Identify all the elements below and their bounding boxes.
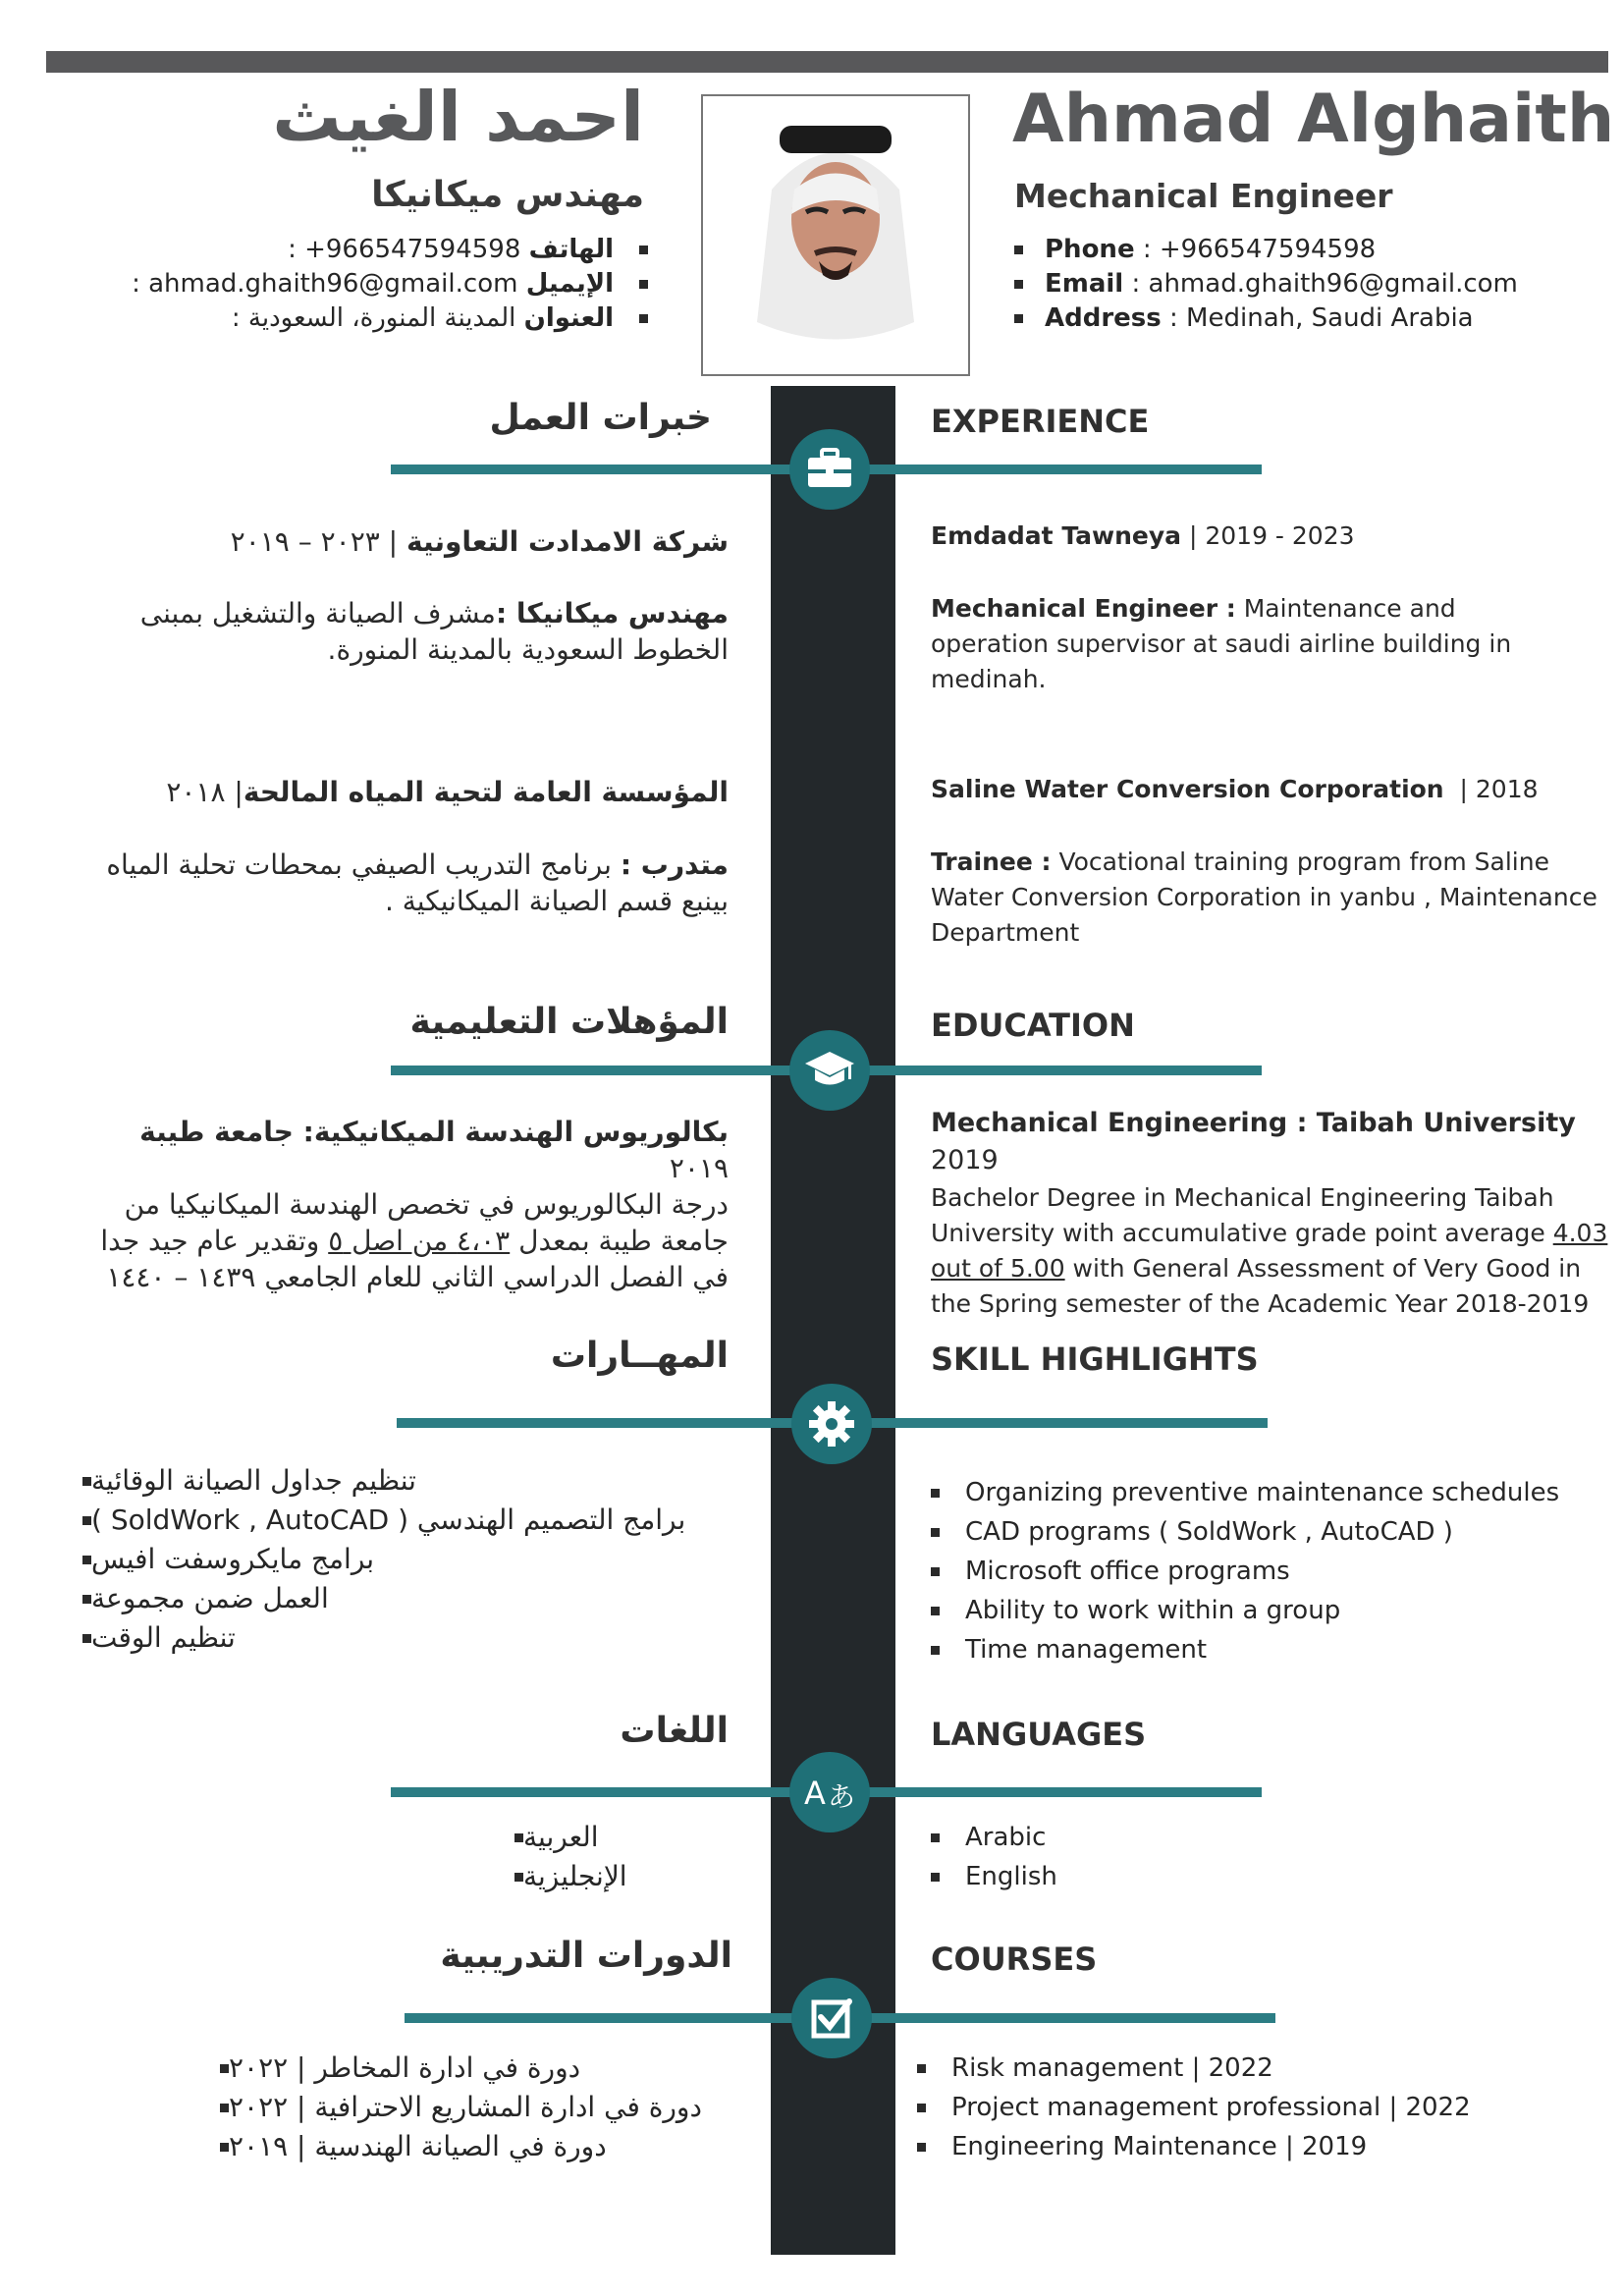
job1-desc-block-ar xyxy=(88,595,729,668)
name-arabic: احمد الغيث xyxy=(272,77,644,157)
center-spine xyxy=(771,386,895,2255)
job1-years-en: | 2019 - 2023 xyxy=(1188,521,1355,550)
job2-years-en: | 2018 xyxy=(1459,775,1539,803)
bullet xyxy=(82,1516,91,1525)
bullet xyxy=(639,246,648,254)
contact-email-en xyxy=(1014,267,1518,301)
job2-company-en: Saline Water Conversion Corporation xyxy=(931,775,1444,803)
language-text: English xyxy=(965,1862,1057,1891)
bullet xyxy=(220,2143,229,2152)
contact-phone-en xyxy=(1014,233,1518,267)
skill-text: برامج التصميم الهندسي ( SoldWork , AutoCAD ) xyxy=(91,1503,686,1536)
skills-list-ar xyxy=(59,1461,746,1658)
bullet xyxy=(639,314,648,323)
job1-heading-en xyxy=(931,519,1618,554)
bullet xyxy=(931,1607,940,1615)
course-text: دورة في ادارة المخاطر | ٢٠٢٢ xyxy=(229,2051,581,2084)
courses-list-ar xyxy=(196,2049,746,2166)
contact-label: الإيميل xyxy=(525,269,614,299)
list-item xyxy=(917,2088,1471,2127)
list-item xyxy=(491,1818,734,1857)
list-item xyxy=(931,1512,1559,1552)
bullet xyxy=(931,1489,940,1498)
job2-role-en: Trainee : xyxy=(931,847,1052,876)
bullet xyxy=(220,2104,229,2112)
list-item xyxy=(491,1857,734,1896)
list-item xyxy=(59,1540,746,1579)
job1-role-en: Mechanical Engineer : xyxy=(931,594,1236,623)
list-item xyxy=(917,2127,1471,2166)
section-title-languages-ar: اللغات xyxy=(620,1711,729,1751)
course-text: Project management professional | 2022 xyxy=(951,2093,1471,2122)
job2-years-ar: | ٢٠١٨ xyxy=(166,776,243,808)
job1-role-ar: مهندس ميكانيكا : xyxy=(495,597,729,629)
svg-text:あ: あ xyxy=(828,1780,856,1813)
job2-company-ar: المؤسسة العامة لتحية المياه المالحة xyxy=(243,776,729,808)
course-text: Risk management | 2022 xyxy=(951,2053,1273,2083)
bullet xyxy=(917,2104,926,2112)
contact-value: : +966547594598 xyxy=(1142,235,1377,264)
job1-company-en: Emdadat Tawneya xyxy=(931,521,1182,550)
bullet xyxy=(514,1873,523,1882)
degree-title-ar xyxy=(108,1114,729,1150)
contact-address-en xyxy=(1014,301,1518,336)
skill-text: Microsoft office programs xyxy=(965,1557,1290,1586)
job2-heading-ar xyxy=(98,774,729,810)
contact-value: : ahmad.ghaith96@gmail.com xyxy=(1131,269,1518,299)
skill-text: برامج مايكروسفت افيس xyxy=(91,1543,375,1575)
language-text: العربية xyxy=(523,1821,599,1853)
gpa-value-ar: ٤،٠٣ من اصل ٥ xyxy=(328,1225,511,1257)
contact-email-ar xyxy=(59,267,648,301)
list-item xyxy=(931,1818,1057,1857)
job1-desc-en: Maintenance and operation supervisor at saudi airline building in medinah. xyxy=(931,594,1512,693)
contact-address-ar xyxy=(59,301,648,336)
contact-label: العنوان xyxy=(523,303,614,333)
list-item xyxy=(931,1591,1559,1630)
translate-icon xyxy=(789,1752,870,1832)
job2-desc-block-en xyxy=(931,845,1618,951)
bullet xyxy=(931,1646,940,1655)
list-item xyxy=(59,1501,746,1540)
language-text: Arabic xyxy=(965,1823,1047,1852)
contact-label: الهاتف xyxy=(528,235,614,264)
bullet xyxy=(82,1556,91,1564)
bullet xyxy=(220,2064,229,2073)
bullet xyxy=(82,1595,91,1604)
contact-label: Address xyxy=(1045,303,1162,333)
list-item xyxy=(196,2088,746,2127)
language-text: الإنجليزية xyxy=(523,1860,627,1892)
job2-heading-en xyxy=(931,772,1618,807)
degree-desc-part2-ar: وتقدير عام جيد جدا في الفصل الدراسي الثاني للعام الجامعي ١٤٣٩ – ١٤٤٠ xyxy=(100,1225,729,1293)
skill-text: Ability to work within a group xyxy=(965,1596,1341,1625)
job1-heading-ar xyxy=(98,523,729,560)
job2-desc-ar: برنامج التدريب الصيفي بمحطات تحلية المياه بينبع قسم الصيانة الميكانيكية . xyxy=(106,848,729,917)
contact-value: : ahmad.ghaith96@gmail.com xyxy=(132,269,518,299)
briefcase-icon xyxy=(789,429,870,510)
list-item xyxy=(59,1461,746,1501)
contact-label: Phone xyxy=(1045,235,1135,264)
contact-phone-ar xyxy=(59,233,648,267)
job1-desc-ar: مشرف الصيانة والتشغيل بمبنى الخطوط السعودية بالمدينة المنورة. xyxy=(139,597,729,666)
contact-list-english xyxy=(1014,233,1518,336)
list-item xyxy=(931,1473,1559,1512)
contact-label: Email xyxy=(1045,269,1124,299)
list-item xyxy=(196,2049,746,2088)
bullet xyxy=(82,1634,91,1643)
section-title-experience-en: EXPERIENCE xyxy=(931,403,1150,440)
section-title-skills-ar: المهــارات xyxy=(550,1336,729,1376)
list-item xyxy=(931,1552,1559,1591)
section-title-languages-en: LANGUAGES xyxy=(931,1716,1147,1753)
list-item xyxy=(59,1618,746,1658)
list-item xyxy=(59,1579,746,1618)
courses-list-en xyxy=(917,2049,1471,2166)
checkbox-icon xyxy=(791,1978,872,2058)
degree-desc-part1-ar: درجة البكالوريوس في تخصص الهندسة الميكانيكيا من جامعة طيبة بمعدل xyxy=(124,1188,729,1257)
skill-text: Organizing preventive maintenance schedules xyxy=(965,1478,1560,1507)
list-item xyxy=(196,2127,746,2166)
profile-photo xyxy=(701,94,970,376)
course-text: دورة في الصيانة الهندسية | ٢٠١٩ xyxy=(229,2130,607,2162)
degree-title-text-ar: بكالوريوس الهندسة الميكانيكية: جامعة طيبة xyxy=(139,1116,729,1148)
graduation-cap-icon xyxy=(789,1030,870,1111)
bullet xyxy=(917,2143,926,2152)
section-title-skills-en: SKILL HIGHLIGHTS xyxy=(931,1340,1259,1378)
job1-years-ar: | ٢٠٢٣ – ٢٠١٩ xyxy=(230,525,399,558)
degree-title-text-en: Mechanical Engineering : Taibah University xyxy=(931,1108,1576,1138)
contact-value: : المدينة المنورة، السعودية xyxy=(231,303,516,333)
degree-desc-part1-en: Bachelor Degree in Mechanical Engineering Taibah University with accumulative grade point average xyxy=(931,1183,1554,1247)
section-title-courses-en: COURSES xyxy=(931,1941,1098,1978)
degree-desc-part2-en: with General Assessment of Very Good in the Spring semester of the Academic Year 2018-2019 xyxy=(931,1254,1590,1318)
list-item xyxy=(917,2049,1471,2088)
bullet xyxy=(917,2064,926,2073)
svg-text:A: A xyxy=(804,1775,826,1812)
list-item xyxy=(931,1857,1057,1896)
bullet xyxy=(931,1833,940,1842)
list-item xyxy=(931,1630,1559,1669)
bullet xyxy=(931,1528,940,1537)
skill-text: Time management xyxy=(965,1635,1208,1665)
bullet xyxy=(931,1567,940,1576)
degree-year-ar: ٢٠١٩ xyxy=(669,1152,729,1184)
course-text: دورة في ادارة المشاريع الاحترافية | ٢٠٢٢ xyxy=(229,2091,702,2123)
name-english: Ahmad Alghaith xyxy=(1012,81,1615,158)
skill-text: العمل ضمن مجموعة xyxy=(91,1582,329,1614)
degree-year-en: 2019 xyxy=(931,1145,999,1175)
bullet xyxy=(1014,280,1023,289)
bullet xyxy=(1014,246,1023,254)
languages-list-ar xyxy=(491,1818,734,1896)
section-title-education-ar: المؤهلات التعليمية xyxy=(409,1002,729,1042)
bullet xyxy=(931,1873,940,1882)
job1-desc-block-en xyxy=(931,591,1559,697)
bullet xyxy=(639,280,648,289)
skill-text: تنظيم جداول الصيانة الوقائية xyxy=(91,1464,416,1497)
gear-icon xyxy=(791,1384,872,1464)
section-title-experience-ar: خبرات العمل xyxy=(489,398,712,438)
top-bar xyxy=(46,51,1608,73)
degree-title-en xyxy=(931,1106,1618,1141)
bullet xyxy=(514,1833,523,1842)
contact-value: : Medinah, Saudi Arabia xyxy=(1169,303,1474,333)
job2-role-ar: متدرب : xyxy=(620,848,729,881)
job-title-arabic: مهندس ميكانيكا xyxy=(371,175,644,215)
languages-list-en xyxy=(931,1818,1057,1896)
job-title-english: Mechanical Engineer xyxy=(1014,177,1393,215)
bullet xyxy=(1014,314,1023,323)
section-title-courses-ar: الدورات التدريبية xyxy=(440,1936,732,1976)
course-text: Engineering Maintenance | 2019 xyxy=(951,2132,1368,2161)
skill-text: تنظيم الوقت xyxy=(91,1621,236,1654)
degree-desc-ar xyxy=(59,1186,729,1295)
job2-desc-block-ar xyxy=(79,847,729,919)
gpa-value-en: 4.03 out of 5.00 xyxy=(931,1219,1608,1283)
skills-list-en xyxy=(931,1473,1559,1669)
bullet xyxy=(82,1477,91,1486)
contact-list-arabic xyxy=(59,233,648,336)
job1-company-ar: شركة الامدادت التعاونية xyxy=(406,525,729,558)
degree-desc-en xyxy=(931,1180,1618,1322)
skill-text: CAD programs ( SoldWork , AutoCAD ) xyxy=(965,1517,1453,1547)
job2-desc-en: Vocational training program from Saline Water Conversion Corporation in yanbu , Maintenance Department xyxy=(931,847,1597,947)
section-title-education-en: EDUCATION xyxy=(931,1007,1135,1044)
contact-value: : +966547594598 xyxy=(288,235,521,264)
